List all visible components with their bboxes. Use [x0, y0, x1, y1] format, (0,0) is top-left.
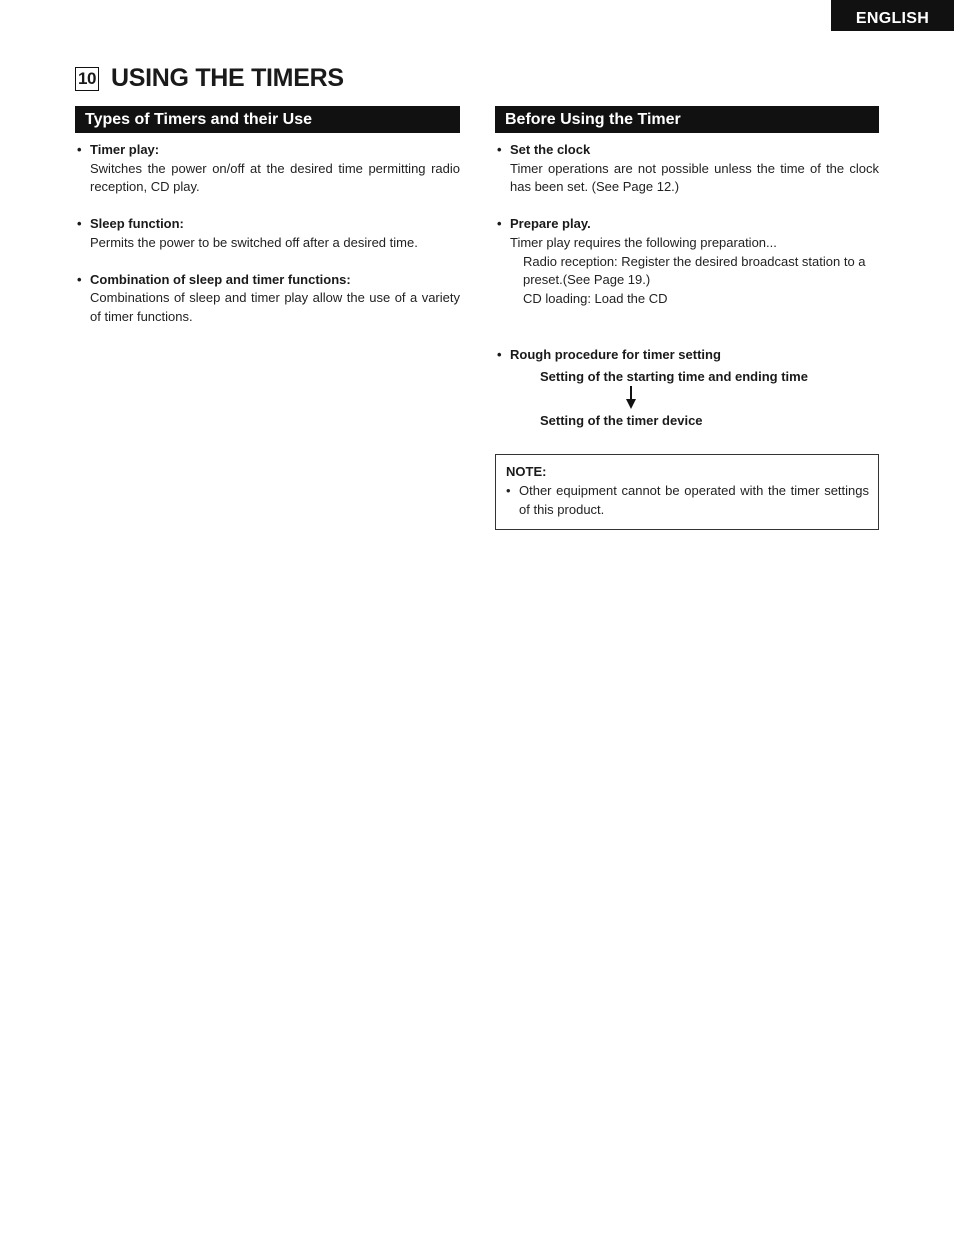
chapter-number-badge: 10: [75, 67, 99, 91]
bullet-icon: •: [497, 346, 502, 362]
list-item: [75, 271, 460, 327]
flow-step: Setting of the timer device: [540, 413, 703, 429]
list-item: [75, 141, 460, 197]
item-title: Rough procedure for timer setting: [510, 346, 721, 362]
bullet-icon: •: [497, 216, 502, 232]
bullet-icon: •: [497, 142, 502, 157]
arrow-down-icon: [626, 386, 636, 412]
sub-item: Radio reception: Register the desired broadcast station to a preset.(See Page 19.): [523, 253, 866, 288]
note-text: Other equipment cannot be operated with the timer settings of this product.: [519, 483, 869, 517]
item-title: Prepare play.: [510, 216, 591, 232]
list-item-prepare-play: [495, 215, 879, 309]
note-title: NOTE:: [506, 464, 547, 480]
bullet-icon: •: [77, 142, 82, 157]
bullet-icon: •: [77, 216, 82, 232]
sub-item: CD loading: Load the CD: [523, 290, 668, 306]
item-title: Sleep function:: [90, 216, 184, 232]
page-title: USING THE TIMERS: [111, 64, 344, 92]
bullet-icon: •: [77, 271, 82, 287]
item-title: Timer play:: [90, 142, 160, 157]
item-title: Set the clock: [510, 142, 591, 157]
section-heading: Before Using the Timer: [495, 106, 879, 133]
language-tab: ENGLISH: [831, 0, 954, 31]
section-heading: Types of Timers and their Use: [75, 106, 460, 133]
item-body: Timer operations are not possible unless the time of the clock has been set. (See Page 12.): [510, 160, 879, 195]
list-item-set-clock: [495, 141, 879, 197]
procedure-flow: [540, 368, 879, 430]
item-body: Permits the power to be switched off after a desired time.: [90, 234, 418, 250]
page-header: [75, 64, 344, 93]
note-item: [506, 482, 869, 519]
list-item-procedure: [495, 346, 879, 365]
flow-step: Setting of the starting time and ending time: [540, 369, 808, 385]
before-using-timer-section: [495, 106, 879, 530]
item-title: Combination of sleep and timer functions:: [90, 271, 351, 287]
note-box: [495, 454, 879, 530]
item-body: Timer play requires the following preparation...: [510, 234, 777, 250]
item-body: Combinations of sleep and timer play allow the use of a variety of timer functions.: [90, 290, 460, 324]
types-of-timers-section: [75, 106, 460, 327]
list-item: [75, 215, 460, 252]
bullet-icon: •: [506, 483, 511, 499]
item-body: Switches the power on/off at the desired time permitting radio reception, CD play.: [90, 160, 460, 195]
